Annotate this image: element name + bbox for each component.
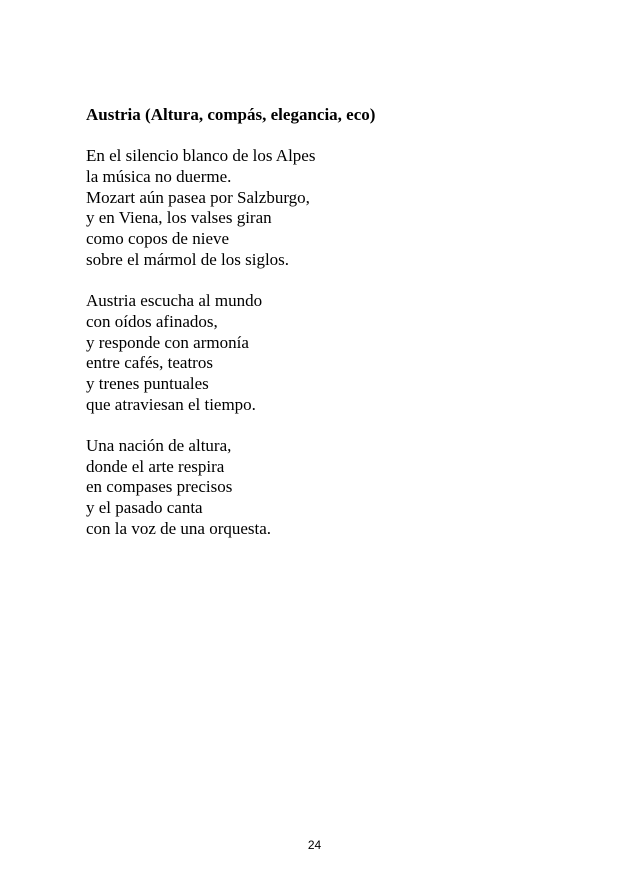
poem-line: Una nación de altura, [86, 436, 232, 455]
stanza-1 [86, 146, 566, 270]
poem-line: donde el arte respira [86, 456, 225, 476]
poem-line: sobre el mármol de los siglos. [86, 249, 290, 269]
poem-line: en compases precisos [86, 477, 233, 497]
poem-line: y trenes puntuales [86, 373, 209, 393]
stanza-3 [86, 436, 566, 539]
stanza-gap [86, 415, 566, 436]
stanza-gap [86, 126, 566, 147]
stanza-gap [86, 271, 566, 292]
poem-line: como copos de nieve [86, 229, 230, 249]
poem-line: Austria escucha al mundo [86, 291, 263, 311]
poem [86, 105, 566, 539]
page-number: 24 [307, 838, 322, 852]
poem-line: que atraviesan el tiempo. [86, 394, 256, 414]
stanza-2 [86, 291, 566, 415]
poem-title: Austria (Altura, compás, elegancia, eco) [86, 105, 376, 124]
poem-line: Mozart aún pasea por Salzburgo, [86, 187, 310, 207]
poem-line: con la voz de una orquesta. [86, 518, 272, 538]
poem-line: y en Viena, los valses giran [86, 208, 272, 228]
poem-line: entre cafés, teatros [86, 353, 213, 373]
poem-line: y el pasado canta [86, 498, 203, 518]
poem-line: En el silencio blanco de los Alpes [86, 146, 316, 166]
poem-line: la música no duerme. [86, 167, 232, 187]
poem-line: con oídos afinados, [86, 311, 218, 331]
poem-line: y responde con armonía [86, 332, 249, 352]
